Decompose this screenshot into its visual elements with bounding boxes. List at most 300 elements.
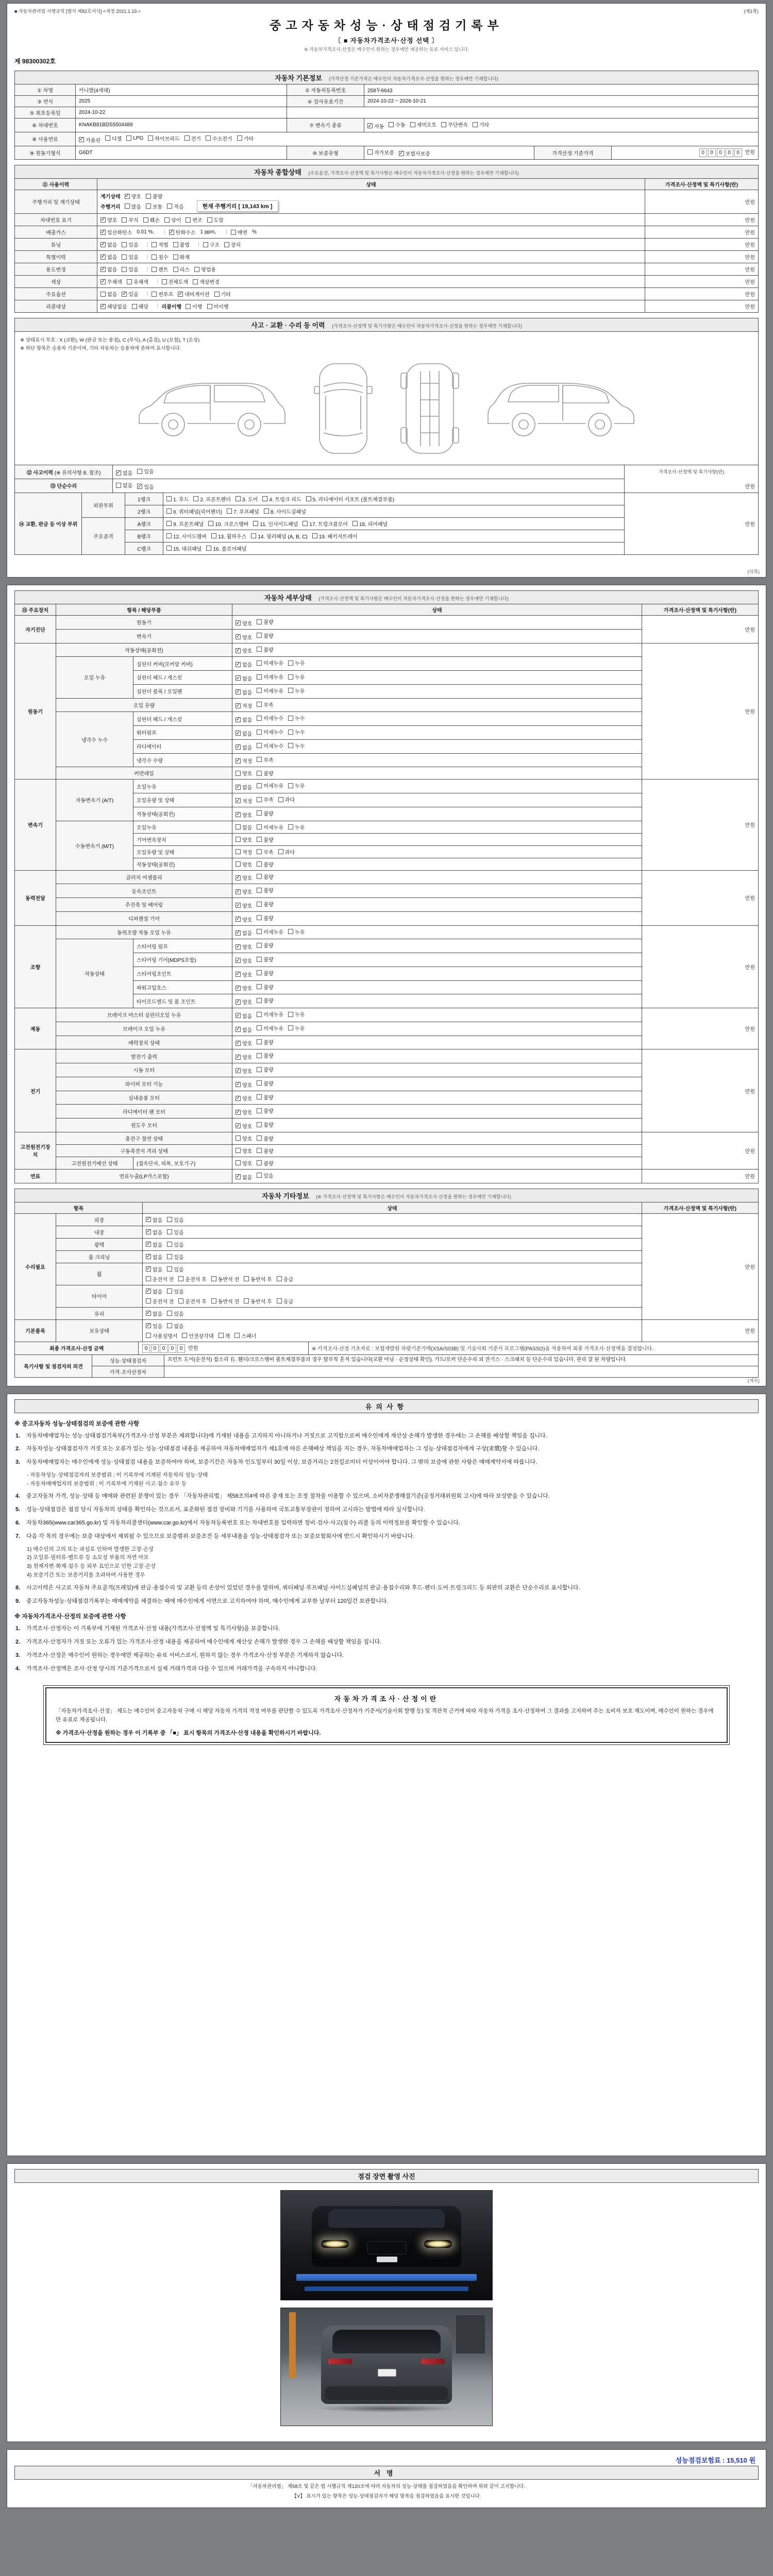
checkbox-box	[278, 797, 283, 802]
checkbox-option-label: 양호	[242, 1096, 253, 1103]
checkbox-option[interactable]	[257, 673, 283, 681]
checkbox-option[interactable]	[236, 1108, 252, 1116]
checkbox-option[interactable]	[257, 1010, 283, 1018]
checkbox-option[interactable]	[257, 836, 273, 843]
checkbox-option[interactable]	[146, 1216, 162, 1224]
checkbox-option[interactable]	[219, 1332, 230, 1340]
checkbox-option[interactable]	[152, 241, 168, 248]
checkbox-option-label: 12. 사이드멤버	[173, 534, 207, 540]
checkbox-box	[211, 533, 216, 538]
price-digit: 0	[160, 1344, 167, 1353]
checkbox-option-label: 불량	[263, 1136, 274, 1142]
field-label: ② 자동차등록번호	[287, 84, 364, 96]
checkbox-option[interactable]	[167, 1322, 183, 1330]
checkbox-option[interactable]	[441, 121, 468, 128]
checkbox-option[interactable]	[193, 278, 220, 285]
checkbox-option[interactable]	[206, 545, 246, 552]
checkbox-option[interactable]	[288, 1010, 305, 1018]
checkbox-box: ✓	[236, 1012, 240, 1019]
checkbox-option-label: 13. 휠하우스	[217, 534, 247, 540]
checkbox-option[interactable]	[211, 1275, 239, 1283]
checkbox-option[interactable]	[236, 716, 252, 723]
checkbox-option[interactable]	[100, 216, 117, 224]
checkbox-box	[167, 1289, 172, 1294]
checkbox-option-label: 누유	[294, 1026, 305, 1032]
status-line	[146, 1252, 638, 1261]
checkbox-option-label: 미세누유	[263, 675, 283, 681]
field-label: ① 차명	[15, 84, 76, 96]
checkbox-option[interactable]	[236, 971, 252, 978]
checkbox-option[interactable]	[146, 1228, 162, 1236]
checkbox-option[interactable]	[146, 1265, 162, 1273]
checkbox-option[interactable]	[257, 1172, 273, 1179]
item-label: 고전원전기배선 상태	[56, 1157, 133, 1169]
checkbox-box	[122, 267, 127, 272]
checkbox-option[interactable]	[100, 278, 122, 285]
checkbox-option[interactable]	[257, 969, 273, 977]
checkbox-option[interactable]	[257, 742, 283, 750]
checkbox-option[interactable]	[206, 134, 232, 142]
checkbox-option[interactable]	[257, 728, 283, 736]
checkbox-option[interactable]	[146, 202, 162, 210]
checkbox-option[interactable]	[288, 782, 305, 789]
checkbox-option[interactable]	[184, 134, 201, 142]
checkbox-option[interactable]	[236, 860, 252, 868]
checkbox-option[interactable]	[178, 1275, 206, 1283]
checkbox-option[interactable]	[146, 192, 162, 200]
checkbox-box	[166, 546, 172, 551]
column-header-status: 상태	[143, 1202, 642, 1213]
checkbox-option[interactable]	[257, 659, 283, 667]
checkbox-option[interactable]	[277, 1297, 293, 1305]
checkbox-option[interactable]	[127, 278, 148, 285]
checkbox-option-label: 양호	[242, 945, 253, 951]
checkbox-option[interactable]	[244, 1275, 272, 1283]
checkbox-option[interactable]	[278, 848, 295, 856]
checkbox-option[interactable]	[132, 302, 148, 310]
sub-item-label: 라디에이터	[133, 739, 232, 753]
checkbox-option[interactable]	[207, 216, 224, 224]
checkbox-option[interactable]	[137, 483, 154, 490]
checkbox-option[interactable]	[312, 532, 358, 540]
item-label: 브레이크 마스터 실린더오일 누유	[56, 1008, 232, 1022]
checkbox-option[interactable]	[257, 1065, 273, 1073]
item-label: 원동기	[56, 616, 232, 630]
checkbox-option[interactable]	[236, 660, 252, 668]
checkbox-option[interactable]	[236, 1147, 252, 1155]
checkbox-option[interactable]	[211, 1297, 239, 1305]
checkbox-box: ✓	[146, 1241, 150, 1247]
status-cell	[232, 980, 642, 994]
price-survey-amount: 만원	[625, 493, 759, 554]
checkbox-box	[257, 902, 262, 907]
checkbox-option[interactable]	[257, 1079, 273, 1087]
checkbox-box: ✓	[236, 744, 240, 750]
checkbox-option-label: 불법	[179, 243, 190, 249]
checkbox-box	[253, 521, 258, 526]
checkbox-option[interactable]	[194, 265, 216, 273]
checkbox-option-label: 미세누수	[263, 730, 283, 736]
checkbox-box	[173, 267, 178, 272]
section-header-accident-history	[14, 318, 759, 332]
checkbox-option[interactable]	[152, 265, 168, 273]
checkbox-option[interactable]	[288, 673, 305, 681]
checkbox-option[interactable]	[167, 1253, 183, 1261]
checkbox-option[interactable]	[100, 290, 117, 298]
checkbox-option[interactable]	[122, 265, 138, 273]
status-line	[100, 240, 642, 249]
notice-sub-item: - 자동차성능·상태점검자의 보증범위 : 이 기록부에 기재된 자동차의 성능·상태	[27, 1471, 208, 1478]
checkbox-option[interactable]	[146, 1241, 162, 1248]
checkbox-option[interactable]	[257, 1147, 273, 1155]
checkbox-option[interactable]	[257, 1159, 273, 1167]
checkbox-option[interactable]	[162, 278, 189, 285]
checkbox-option[interactable]	[146, 1275, 174, 1283]
status-cell	[232, 739, 642, 753]
checkbox-option[interactable]	[236, 1067, 252, 1075]
checkbox-option[interactable]	[288, 728, 305, 736]
checkbox-option[interactable]	[236, 1134, 252, 1142]
checkbox-option[interactable]	[257, 848, 273, 856]
checkbox-option[interactable]	[236, 1122, 252, 1130]
checkbox-box	[257, 915, 262, 920]
checkbox-option[interactable]	[167, 1228, 183, 1236]
checkbox-option[interactable]	[236, 1094, 252, 1102]
checkbox-option[interactable]	[116, 481, 132, 489]
checkbox-option[interactable]	[182, 1332, 213, 1340]
checkbox-option[interactable]	[186, 302, 202, 310]
checkbox-option[interactable]	[257, 1134, 273, 1142]
checkbox-option[interactable]	[236, 702, 252, 709]
checkbox-option[interactable]	[236, 874, 252, 882]
price-survey-amount: 만원	[642, 616, 759, 643]
checkbox-option[interactable]	[303, 520, 348, 528]
checkbox-option-label: 있음	[174, 1311, 184, 1317]
checkbox-option[interactable]	[257, 809, 273, 817]
checkbox-option[interactable]	[288, 659, 305, 667]
checkbox-option[interactable]	[257, 941, 273, 949]
checkbox-option[interactable]	[288, 742, 305, 750]
checkbox-option[interactable]	[236, 984, 252, 992]
checkbox-option[interactable]	[257, 1024, 283, 1032]
checkbox-box	[257, 849, 262, 854]
checkbox-option[interactable]	[122, 241, 138, 248]
checkbox-option[interactable]	[236, 647, 252, 654]
checkbox-option[interactable]	[122, 253, 138, 261]
checkbox-box: ✓	[236, 634, 240, 640]
checkbox-box	[173, 242, 178, 247]
checkbox-option-label: 적정	[242, 850, 253, 856]
checkbox-option[interactable]	[257, 900, 273, 908]
sub-item-label: 기어변속장치	[133, 833, 232, 845]
checkbox-box	[152, 255, 157, 260]
sub-item-label: 실린더 헤드 / 개스킷	[133, 712, 232, 726]
checkbox-option-label: 없음	[153, 1255, 163, 1261]
checkbox-option[interactable]	[167, 1241, 183, 1248]
checkbox-option[interactable]	[288, 714, 305, 722]
checkbox-option-label: 양호	[242, 972, 253, 978]
checkbox-option-label: 세미오토	[416, 123, 437, 128]
checkbox-option[interactable]	[125, 202, 141, 210]
checkbox-option[interactable]	[236, 1053, 252, 1061]
checkbox-option[interactable]	[166, 532, 207, 540]
checkbox-option[interactable]	[251, 532, 307, 540]
checkbox-option[interactable]	[236, 743, 252, 751]
checkbox-option[interactable]	[352, 520, 388, 528]
checkbox-option[interactable]	[146, 1253, 162, 1261]
checkbox-option[interactable]	[227, 507, 259, 515]
empty-cell	[287, 107, 759, 118]
checkbox-option[interactable]	[208, 520, 248, 528]
checkbox-option[interactable]	[236, 848, 252, 856]
checkbox-box	[288, 674, 293, 680]
checkbox-option[interactable]	[166, 507, 222, 515]
checkbox-option[interactable]	[193, 495, 230, 503]
checkbox-option[interactable]	[473, 121, 489, 128]
checkbox-option[interactable]	[236, 688, 252, 696]
status-extra-line	[146, 1275, 638, 1283]
checkbox-option[interactable]	[236, 730, 252, 737]
checkbox-option[interactable]	[367, 122, 384, 130]
checkbox-option[interactable]	[100, 302, 127, 310]
checkbox-option[interactable]	[257, 646, 273, 653]
checkbox-box	[257, 810, 262, 816]
checkbox-option[interactable]	[125, 192, 141, 200]
checkbox-option-label: 불량	[263, 862, 274, 868]
checkbox-option[interactable]	[257, 955, 273, 963]
checkbox-option[interactable]	[203, 241, 220, 248]
checkbox-option[interactable]	[236, 1081, 252, 1089]
checkbox-option[interactable]	[257, 914, 273, 922]
engine-type: G6DT	[76, 146, 287, 160]
checkbox-option-label: 없음	[153, 1267, 163, 1273]
checkbox-option[interactable]	[236, 619, 252, 627]
checkbox-box	[164, 217, 170, 223]
checkbox-option[interactable]	[257, 886, 273, 894]
checkbox-option[interactable]	[236, 1159, 252, 1167]
checkbox-box	[367, 149, 373, 155]
checkbox-option[interactable]	[288, 823, 305, 831]
checkbox-option[interactable]	[146, 1297, 174, 1305]
checkbox-option[interactable]	[100, 265, 117, 273]
checkbox-box	[257, 943, 262, 948]
checkbox-option[interactable]	[257, 1052, 273, 1059]
price-survey-amount: 만원	[645, 190, 759, 214]
checkbox-box: ✓	[116, 469, 121, 476]
group-divider: |	[146, 242, 148, 248]
checkbox-option[interactable]	[236, 495, 258, 503]
accident-history-table	[14, 465, 759, 493]
checkbox-option[interactable]	[79, 136, 100, 144]
checkbox-option[interactable]	[257, 756, 273, 764]
checkbox-option[interactable]	[211, 532, 246, 540]
sub-item-label: 오일유량 및 상태	[133, 793, 232, 807]
checkbox-option[interactable]	[100, 228, 132, 236]
notice-sub-item: - 자동차매매업자의 보증범위 : 이 기록부에 기재된 사고·침수 유무 등	[27, 1480, 187, 1487]
checkbox-option[interactable]	[146, 1322, 162, 1330]
checkbox-option[interactable]	[257, 632, 273, 639]
checkbox-option[interactable]	[169, 228, 196, 236]
checkbox-option[interactable]	[164, 216, 181, 224]
checkbox-option[interactable]	[257, 1107, 273, 1114]
checkbox-box	[167, 1242, 172, 1247]
checkbox-option[interactable]	[234, 1332, 256, 1340]
checkbox-option[interactable]	[367, 148, 394, 156]
checkbox-option[interactable]	[143, 216, 160, 224]
checkbox-option[interactable]	[236, 1173, 252, 1181]
checkbox-option[interactable]	[173, 241, 190, 248]
checkbox-option-label: 있음	[263, 1173, 274, 1179]
checkbox-box	[278, 849, 283, 854]
checkbox-box	[152, 267, 157, 272]
item-label: 오일 유량	[56, 698, 232, 712]
checkbox-option[interactable]	[146, 1332, 177, 1340]
checkbox-option[interactable]	[236, 957, 252, 964]
checkbox-option[interactable]	[389, 121, 405, 128]
checkbox-option[interactable]	[167, 1216, 183, 1224]
checkbox-option[interactable]	[257, 1121, 273, 1128]
checkbox-box	[236, 861, 241, 867]
checkbox-option[interactable]	[167, 1310, 183, 1317]
checkbox-option[interactable]	[178, 290, 209, 298]
checkbox-option[interactable]	[244, 1297, 272, 1305]
checkbox-option[interactable]	[306, 495, 395, 503]
checkbox-option[interactable]	[122, 290, 138, 298]
checkbox-option[interactable]	[257, 795, 273, 803]
checkbox-option[interactable]	[288, 687, 305, 694]
checkbox-option[interactable]	[257, 714, 283, 722]
checkbox-option[interactable]	[236, 811, 252, 819]
checkbox-option[interactable]	[236, 1012, 252, 1020]
checkbox-option[interactable]	[100, 241, 117, 248]
checkbox-option[interactable]	[288, 1024, 305, 1032]
checkbox-option[interactable]	[236, 929, 252, 937]
checkbox-option[interactable]	[236, 888, 252, 895]
checkbox-option[interactable]	[262, 495, 301, 503]
checkbox-option-label: 없음	[153, 1289, 163, 1295]
checkbox-option[interactable]	[236, 943, 252, 951]
checkbox-option-label: 양호	[242, 986, 253, 992]
checkbox-option[interactable]	[237, 134, 254, 142]
checkbox-option[interactable]	[277, 1275, 293, 1283]
checkbox-option[interactable]	[224, 241, 241, 248]
current-mileage-box: 현재 주행거리 [ 19,143 km ]	[197, 200, 278, 212]
checkbox-option[interactable]	[173, 265, 190, 273]
checkbox-option[interactable]	[146, 1287, 162, 1295]
notice-text: 가격조사·산정자는 이 기록부에 기재된 가격조사·산정 내용(가격조사·산정액 및 특기사항)을 보증합니다.	[26, 1625, 280, 1632]
checkbox-option[interactable]	[178, 1297, 206, 1305]
checkbox-option[interactable]	[410, 121, 437, 128]
checkbox-option[interactable]	[173, 253, 190, 261]
checkbox-box	[227, 509, 232, 514]
checkbox-option[interactable]	[116, 469, 132, 477]
checkbox-option[interactable]	[122, 216, 138, 224]
checkbox-option[interactable]	[236, 757, 252, 765]
checkbox-option-label: 불량	[263, 771, 274, 777]
checkbox-option[interactable]	[257, 823, 283, 831]
checkbox-option[interactable]	[166, 520, 204, 528]
checkbox-option[interactable]	[236, 674, 252, 682]
checkbox-option[interactable]	[257, 860, 273, 868]
checkbox-option[interactable]	[236, 783, 252, 791]
checkbox-option[interactable]	[257, 1093, 273, 1101]
checkbox-option[interactable]	[214, 290, 231, 298]
checkbox-option[interactable]	[231, 228, 247, 236]
checkbox-option[interactable]	[264, 507, 306, 515]
checkbox-option[interactable]	[100, 253, 117, 261]
price-survey-amount: 만원	[645, 263, 759, 276]
checkbox-option-label: 양호	[242, 1110, 253, 1116]
checkbox-option[interactable]	[236, 633, 252, 641]
checkbox-option[interactable]	[257, 983, 273, 991]
vehicle-name: 카니발(4세대)	[76, 84, 287, 96]
checkbox-option[interactable]	[257, 996, 273, 1004]
checkbox-option[interactable]	[236, 1026, 252, 1033]
checkbox-option[interactable]	[148, 134, 179, 142]
checkbox-option-label: 누유	[294, 1012, 305, 1018]
status-cell	[232, 939, 642, 953]
checkbox-option[interactable]	[152, 290, 173, 298]
checkbox-option[interactable]	[167, 1287, 183, 1295]
checkbox-box	[143, 217, 148, 223]
checkbox-option[interactable]	[166, 545, 201, 552]
checkbox-option[interactable]	[126, 135, 143, 141]
checkbox-option[interactable]	[236, 823, 252, 831]
checkbox-option[interactable]	[236, 836, 252, 843]
checkbox-option[interactable]	[253, 520, 298, 528]
checkbox-option[interactable]	[257, 701, 273, 708]
price-survey-amount: 만원	[645, 276, 759, 288]
checkbox-option[interactable]	[105, 134, 122, 142]
checkbox-option[interactable]	[236, 797, 252, 805]
checkbox-option[interactable]	[257, 928, 283, 936]
checkbox-option[interactable]	[167, 202, 183, 210]
checkbox-option[interactable]	[257, 873, 273, 880]
checkbox-option[interactable]	[257, 1038, 273, 1046]
checkbox-option[interactable]	[152, 253, 168, 261]
checkbox-option[interactable]	[257, 687, 283, 694]
license-plate-front	[377, 2257, 397, 2262]
checkbox-option[interactable]	[236, 916, 252, 923]
checkbox-option[interactable]	[166, 495, 189, 503]
checkbox-option[interactable]	[257, 782, 283, 789]
checkbox-option[interactable]	[236, 769, 252, 777]
checkbox-option[interactable]	[236, 902, 252, 909]
page-back-marker-2: (계속)	[747, 1378, 760, 1383]
checkbox-box	[257, 647, 262, 652]
checkbox-option[interactable]	[399, 149, 430, 157]
checkbox-box: ✓	[236, 902, 240, 908]
sub-item-label: 워터펌프	[133, 726, 232, 740]
checkbox-option[interactable]	[288, 928, 305, 936]
checkbox-option-label: 리스	[179, 267, 190, 274]
checkbox-option-label: 미세누유	[263, 784, 283, 790]
checkbox-option[interactable]	[146, 1310, 162, 1317]
checkbox-option[interactable]	[207, 302, 229, 310]
usage-item-label: 주행거리 및 계기상태	[15, 190, 97, 214]
checkbox-option[interactable]	[257, 618, 273, 625]
checkbox-option[interactable]	[236, 1039, 252, 1047]
checkbox-option[interactable]	[236, 998, 252, 1006]
checkbox-option[interactable]	[167, 1265, 183, 1273]
checkbox-option[interactable]	[186, 216, 202, 224]
checkbox-option[interactable]	[278, 795, 295, 803]
checkbox-option[interactable]	[137, 467, 154, 475]
checkbox-box	[236, 1148, 241, 1153]
checkbox-option-label: LPG	[133, 135, 144, 141]
checkbox-option[interactable]	[257, 769, 273, 777]
section-note: (가격조사·산정액 및 특기사항은 매수인이 자동차가격조사·산정을 원하는 경우에만 기재합니다)	[332, 324, 522, 329]
